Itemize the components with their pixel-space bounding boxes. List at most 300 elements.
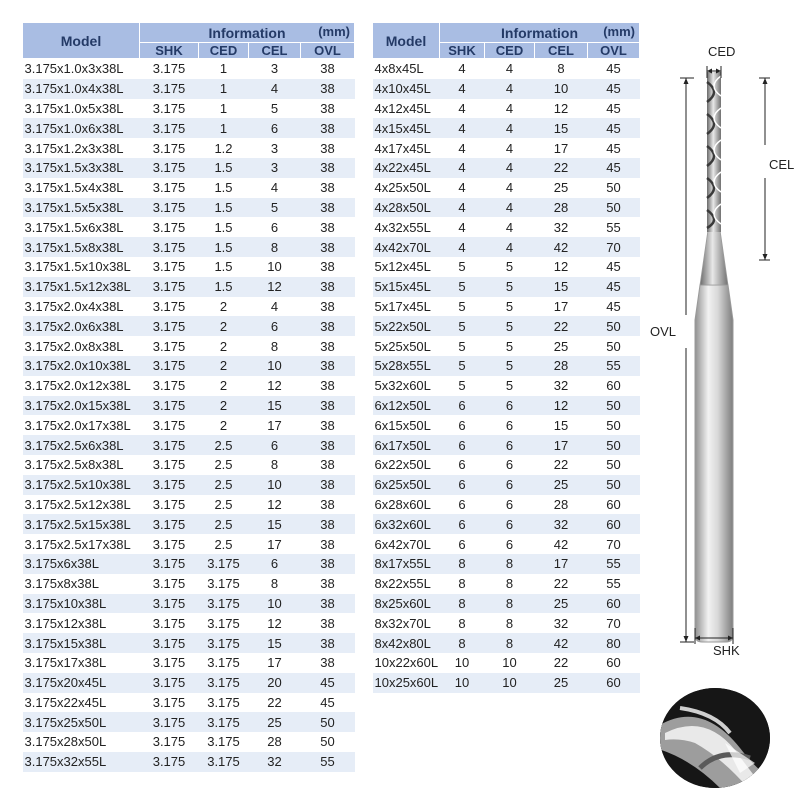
cel-cell: 12 — [249, 277, 301, 297]
shk-cell: 3.175 — [140, 712, 199, 732]
model-cell: 3.175x1.5x3x38L — [23, 158, 140, 178]
model-cell: 3.175x2.0x10x38L — [23, 356, 140, 376]
ovl-cell: 38 — [301, 138, 355, 158]
spec-table-right — [372, 22, 640, 693]
model-cell: 3.175x2.5x6x38L — [23, 435, 140, 455]
ced-cell: 2 — [199, 376, 249, 396]
cel-cell: 15 — [535, 277, 588, 297]
table-row — [23, 495, 355, 515]
shk-cell: 6 — [440, 396, 485, 416]
model-cell: 6x28x60L — [373, 495, 440, 515]
ced-cell: 3.175 — [199, 653, 249, 673]
ovl-cell: 38 — [301, 613, 355, 633]
ced-cell: 5 — [485, 297, 535, 317]
table-row — [373, 396, 640, 416]
ovl-cell: 38 — [301, 534, 355, 554]
shk-cell: 3.175 — [140, 158, 199, 178]
ovl-cell: 38 — [301, 178, 355, 198]
cel-cell: 15 — [535, 415, 588, 435]
ced-cell: 8 — [485, 633, 535, 653]
ced-cell: 3.175 — [199, 752, 249, 772]
cel-cell: 3 — [249, 59, 301, 79]
model-cell: 6x32x60L — [373, 514, 440, 534]
shk-cell: 3.175 — [140, 59, 199, 79]
table-row — [373, 297, 640, 317]
information-header — [140, 23, 355, 43]
ced-cell: 5 — [485, 356, 535, 376]
ced-cell: 3.175 — [199, 594, 249, 614]
cel-cell: 12 — [535, 396, 588, 416]
table-row — [23, 653, 355, 673]
shk-cell: 3.175 — [140, 376, 199, 396]
ovl-cell: 38 — [301, 554, 355, 574]
table-row — [23, 277, 355, 297]
cel-cell: 17 — [249, 415, 301, 435]
table-row — [23, 158, 355, 178]
ced-cell: 2 — [199, 356, 249, 376]
col-header-ced: CED — [199, 43, 249, 59]
table-row — [373, 316, 640, 336]
shk-cell: 3.175 — [140, 495, 199, 515]
ovl-cell: 50 — [588, 396, 640, 416]
shk-cell: 6 — [440, 475, 485, 495]
shk-cell: 8 — [440, 613, 485, 633]
model-cell: 6x17x50L — [373, 435, 440, 455]
cel-cell: 22 — [249, 693, 301, 713]
model-cell: 3.175x1.5x6x38L — [23, 217, 140, 237]
shk-cell: 3.175 — [140, 277, 199, 297]
model-cell: 4x42x70L — [373, 237, 440, 257]
model-cell: 6x12x50L — [373, 396, 440, 416]
col-header-ced: CED — [485, 43, 535, 59]
table-row — [23, 752, 355, 772]
shk-cell: 3.175 — [140, 237, 199, 257]
ced-cell: 2 — [199, 396, 249, 416]
cel-cell: 32 — [535, 514, 588, 534]
ced-cell: 4 — [485, 237, 535, 257]
model-header: Model — [373, 23, 440, 59]
ced-cell: 2 — [199, 336, 249, 356]
ced-cell: 2 — [199, 316, 249, 336]
table-row — [23, 712, 355, 732]
ced-cell: 4 — [485, 99, 535, 119]
model-cell: 3.175x17x38L — [23, 653, 140, 673]
ced-cell: 6 — [485, 534, 535, 554]
end-mill-drawing — [650, 30, 800, 670]
cel-cell: 4 — [249, 297, 301, 317]
ced-cell: 1.5 — [199, 257, 249, 277]
table-row — [373, 99, 640, 119]
cel-cell: 25 — [535, 475, 588, 495]
flute — [707, 72, 721, 232]
shk-cell: 3.175 — [140, 475, 199, 495]
ovl-cell: 45 — [588, 59, 640, 79]
model-cell: 3.175x2.5x10x38L — [23, 475, 140, 495]
ced-cell: 1.5 — [199, 237, 249, 257]
cel-cell: 6 — [249, 435, 301, 455]
shk-cell: 5 — [440, 316, 485, 336]
table-row — [373, 79, 640, 99]
table-row — [373, 633, 640, 653]
model-cell: 5x22x50L — [373, 316, 440, 336]
ovl-cell: 38 — [301, 415, 355, 435]
ced-cell: 3.175 — [199, 673, 249, 693]
ovl-cell: 50 — [301, 712, 355, 732]
ovl-cell: 50 — [301, 732, 355, 752]
cel-cell: 17 — [535, 435, 588, 455]
cel-cell: 32 — [535, 376, 588, 396]
ovl-cell: 50 — [588, 475, 640, 495]
cel-cell: 12 — [535, 99, 588, 119]
shk-cell: 3.175 — [140, 198, 199, 218]
cel-cell: 12 — [535, 257, 588, 277]
ced-cell: 1 — [199, 79, 249, 99]
table-row — [23, 435, 355, 455]
table-row — [373, 475, 640, 495]
table-row — [373, 59, 640, 79]
table-row — [23, 237, 355, 257]
table-row — [373, 435, 640, 455]
table-row — [23, 673, 355, 693]
table-row — [373, 594, 640, 614]
ced-cell: 4 — [485, 79, 535, 99]
ovl-cell: 38 — [301, 277, 355, 297]
model-cell: 6x22x50L — [373, 455, 440, 475]
ced-cell: 6 — [485, 514, 535, 534]
model-cell: 3.175x1.2x3x38L — [23, 138, 140, 158]
model-cell: 3.175x12x38L — [23, 613, 140, 633]
shk-cell: 8 — [440, 554, 485, 574]
ced-cell: 2 — [199, 415, 249, 435]
cel-cell: 12 — [249, 613, 301, 633]
ovl-cell: 50 — [588, 178, 640, 198]
cel-cell: 6 — [249, 316, 301, 336]
ovl-cell: 60 — [588, 673, 640, 693]
ced-cell: 4 — [485, 59, 535, 79]
shk-cell: 3.175 — [140, 653, 199, 673]
ovl-cell: 70 — [588, 237, 640, 257]
table-row — [23, 534, 355, 554]
table-row — [23, 613, 355, 633]
ced-cell: 1.5 — [199, 277, 249, 297]
ovl-label: OVL — [650, 324, 677, 339]
model-cell: 5x25x50L — [373, 336, 440, 356]
table-row — [23, 79, 355, 99]
ced-cell: 3.175 — [199, 613, 249, 633]
ovl-cell: 38 — [301, 237, 355, 257]
shk-cell: 5 — [440, 336, 485, 356]
cel-cell: 28 — [535, 495, 588, 515]
cel-cell: 25 — [535, 336, 588, 356]
table-row — [23, 693, 355, 713]
table-row — [373, 376, 640, 396]
model-cell: 6x15x50L — [373, 415, 440, 435]
ovl-cell: 45 — [301, 693, 355, 713]
tip-closeup-image — [660, 688, 770, 788]
ced-cell: 2.5 — [199, 475, 249, 495]
table-row — [373, 217, 640, 237]
information-label: Information — [208, 24, 286, 41]
model-cell: 3.175x1.5x5x38L — [23, 198, 140, 218]
cel-cell: 42 — [535, 534, 588, 554]
model-cell: 3.175x2.0x12x38L — [23, 376, 140, 396]
ovl-cell: 38 — [301, 79, 355, 99]
ced-cell: 4 — [485, 178, 535, 198]
ced-cell: 8 — [485, 554, 535, 574]
model-cell: 3.175x1.5x8x38L — [23, 237, 140, 257]
shk-label: SHK — [713, 643, 740, 658]
ovl-cell: 38 — [301, 158, 355, 178]
shk-cell: 4 — [440, 79, 485, 99]
table-row — [23, 356, 355, 376]
model-cell: 3.175x1.0x6x38L — [23, 118, 140, 138]
col-header-shk: SHK — [140, 43, 199, 59]
ced-cell: 3.175 — [199, 554, 249, 574]
cel-cell: 15 — [535, 118, 588, 138]
cel-cell: 25 — [535, 673, 588, 693]
cel-cell: 17 — [249, 653, 301, 673]
cel-cell: 25 — [535, 178, 588, 198]
table-row — [23, 633, 355, 653]
shk-cell: 3.175 — [140, 574, 199, 594]
ced-cell: 4 — [485, 118, 535, 138]
model-cell: 3.175x10x38L — [23, 594, 140, 614]
table-row — [23, 376, 355, 396]
shk-cell: 3.175 — [140, 435, 199, 455]
shk-cell: 8 — [440, 594, 485, 614]
ced-cell: 3.175 — [199, 693, 249, 713]
model-cell: 8x22x55L — [373, 574, 440, 594]
model-header: Model — [23, 23, 140, 59]
shk-cell: 3.175 — [140, 455, 199, 475]
shk-cell: 3.175 — [140, 99, 199, 119]
shk-cell: 5 — [440, 356, 485, 376]
model-cell: 6x25x50L — [373, 475, 440, 495]
ced-cell: 3.175 — [199, 633, 249, 653]
ced-cell: 1.2 — [199, 138, 249, 158]
table-row — [373, 277, 640, 297]
ovl-cell: 50 — [588, 316, 640, 336]
ovl-cell: 45 — [301, 673, 355, 693]
model-cell: 5x28x55L — [373, 356, 440, 376]
table-row — [23, 118, 355, 138]
cel-cell: 10 — [249, 594, 301, 614]
ovl-cell: 45 — [588, 297, 640, 317]
ced-cell: 2.5 — [199, 495, 249, 515]
ovl-cell: 60 — [588, 514, 640, 534]
cel-cell: 10 — [249, 257, 301, 277]
ovl-cell: 50 — [588, 455, 640, 475]
ced-cell: 6 — [485, 435, 535, 455]
table-row — [373, 455, 640, 475]
shk-cell: 6 — [440, 415, 485, 435]
cel-cell: 8 — [249, 455, 301, 475]
model-cell: 4x17x45L — [373, 138, 440, 158]
cel-cell: 4 — [249, 79, 301, 99]
table-row — [23, 178, 355, 198]
ovl-cell: 38 — [301, 316, 355, 336]
ovl-cell: 50 — [588, 198, 640, 218]
cel-cell: 17 — [535, 138, 588, 158]
table-row — [373, 178, 640, 198]
model-cell: 5x15x45L — [373, 277, 440, 297]
ced-cell: 2 — [199, 297, 249, 317]
ovl-dimension — [680, 78, 694, 642]
model-cell: 3.175x2.5x8x38L — [23, 455, 140, 475]
cel-cell: 12 — [249, 376, 301, 396]
ovl-cell: 38 — [301, 653, 355, 673]
cel-cell: 5 — [249, 198, 301, 218]
ovl-cell: 60 — [588, 594, 640, 614]
ovl-cell: 38 — [301, 356, 355, 376]
cel-cell: 17 — [535, 297, 588, 317]
shk-cell: 3.175 — [140, 396, 199, 416]
cel-cell: 22 — [535, 455, 588, 475]
ced-cell: 8 — [485, 613, 535, 633]
ovl-cell: 38 — [301, 495, 355, 515]
table-row — [373, 118, 640, 138]
cel-cell: 10 — [535, 79, 588, 99]
ovl-cell: 55 — [588, 554, 640, 574]
model-cell: 4x10x45L — [373, 79, 440, 99]
model-cell: 3.175x8x38L — [23, 574, 140, 594]
table-row — [23, 217, 355, 237]
ovl-cell: 70 — [588, 613, 640, 633]
shk-cell: 3.175 — [140, 297, 199, 317]
cel-cell: 28 — [535, 356, 588, 376]
table-row — [23, 198, 355, 218]
table-row — [373, 237, 640, 257]
shk-cell: 6 — [440, 495, 485, 515]
shk-cell: 3.175 — [140, 217, 199, 237]
shk-cell: 3.175 — [140, 693, 199, 713]
cel-cell: 5 — [249, 99, 301, 119]
table-row — [373, 257, 640, 277]
tip-closeup-drawing — [660, 688, 770, 788]
shk-cell: 6 — [440, 455, 485, 475]
table-row — [23, 415, 355, 435]
cel-cell: 8 — [535, 59, 588, 79]
model-cell: 3.175x2.0x4x38L — [23, 297, 140, 317]
shk-cell: 5 — [440, 257, 485, 277]
model-cell: 8x17x55L — [373, 554, 440, 574]
cel-cell: 6 — [249, 118, 301, 138]
model-cell: 4x28x50L — [373, 198, 440, 218]
ced-cell: 6 — [485, 475, 535, 495]
shk-cell: 3.175 — [140, 178, 199, 198]
ced-label: CED — [708, 44, 736, 59]
table-row — [373, 336, 640, 356]
table-row — [23, 99, 355, 119]
ovl-cell: 70 — [588, 534, 640, 554]
table-row — [373, 198, 640, 218]
shk-cell: 10 — [440, 653, 485, 673]
model-cell: 3.175x1.5x12x38L — [23, 277, 140, 297]
ovl-cell: 45 — [588, 138, 640, 158]
ced-cell: 4 — [485, 198, 535, 218]
shk-cell: 3.175 — [140, 415, 199, 435]
cel-cell: 3 — [249, 138, 301, 158]
cel-cell: 10 — [249, 475, 301, 495]
ced-cell: 3.175 — [199, 712, 249, 732]
shk-cell: 6 — [440, 514, 485, 534]
col-header-ovl: OVL — [588, 43, 640, 59]
cel-cell: 8 — [249, 336, 301, 356]
table-row — [23, 455, 355, 475]
table-row — [23, 574, 355, 594]
ced-cell: 5 — [485, 336, 535, 356]
col-header-ovl: OVL — [301, 43, 355, 59]
model-cell: 3.175x25x50L — [23, 712, 140, 732]
ovl-cell: 38 — [301, 336, 355, 356]
cel-label: CEL — [769, 157, 795, 172]
table-row — [373, 514, 640, 534]
cel-cell: 8 — [249, 237, 301, 257]
shk-cell: 3.175 — [140, 257, 199, 277]
ovl-cell: 45 — [588, 277, 640, 297]
ced-cell: 1.5 — [199, 158, 249, 178]
ovl-cell: 60 — [588, 376, 640, 396]
model-cell: 8x25x60L — [373, 594, 440, 614]
model-cell: 5x32x60L — [373, 376, 440, 396]
model-cell: 5x12x45L — [373, 257, 440, 277]
ced-cell: 2.5 — [199, 534, 249, 554]
cel-cell: 15 — [249, 514, 301, 534]
model-cell: 8x32x70L — [373, 613, 440, 633]
table-row — [23, 316, 355, 336]
ovl-cell: 38 — [301, 257, 355, 277]
model-cell: 4x15x45L — [373, 118, 440, 138]
table-row — [23, 59, 355, 79]
table-row — [373, 613, 640, 633]
model-cell: 3.175x1.0x3x38L — [23, 59, 140, 79]
shk-cell: 3.175 — [140, 534, 199, 554]
shk-cell: 8 — [440, 633, 485, 653]
model-cell: 3.175x32x55L — [23, 752, 140, 772]
ced-cell: 10 — [485, 653, 535, 673]
shk-cell: 3.175 — [140, 316, 199, 336]
model-cell: 3.175x1.0x4x38L — [23, 79, 140, 99]
table-row — [373, 415, 640, 435]
model-cell: 10x25x60L — [373, 673, 440, 693]
ced-cell: 5 — [485, 257, 535, 277]
model-cell: 3.175x15x38L — [23, 633, 140, 653]
cel-cell: 25 — [535, 594, 588, 614]
end-mill-diagram — [650, 30, 800, 670]
model-cell: 3.175x2.0x15x38L — [23, 396, 140, 416]
table-row — [373, 158, 640, 178]
ovl-cell: 45 — [588, 79, 640, 99]
ovl-cell: 45 — [588, 158, 640, 178]
ced-cell: 1.5 — [199, 178, 249, 198]
ovl-cell: 38 — [301, 435, 355, 455]
model-cell: 3.175x20x45L — [23, 673, 140, 693]
model-cell: 3.175x2.5x17x38L — [23, 534, 140, 554]
shk-cell: 10 — [440, 673, 485, 693]
ovl-cell: 38 — [301, 514, 355, 534]
cel-cell: 6 — [249, 554, 301, 574]
ovl-cell: 45 — [588, 257, 640, 277]
cel-cell: 32 — [535, 217, 588, 237]
table-row — [23, 475, 355, 495]
shk-cell: 3.175 — [140, 336, 199, 356]
ovl-cell: 38 — [301, 297, 355, 317]
spec-table-right-body — [373, 59, 640, 693]
ovl-cell: 38 — [301, 376, 355, 396]
ovl-cell: 55 — [588, 217, 640, 237]
shk-cell: 5 — [440, 376, 485, 396]
shk-cell: 4 — [440, 217, 485, 237]
